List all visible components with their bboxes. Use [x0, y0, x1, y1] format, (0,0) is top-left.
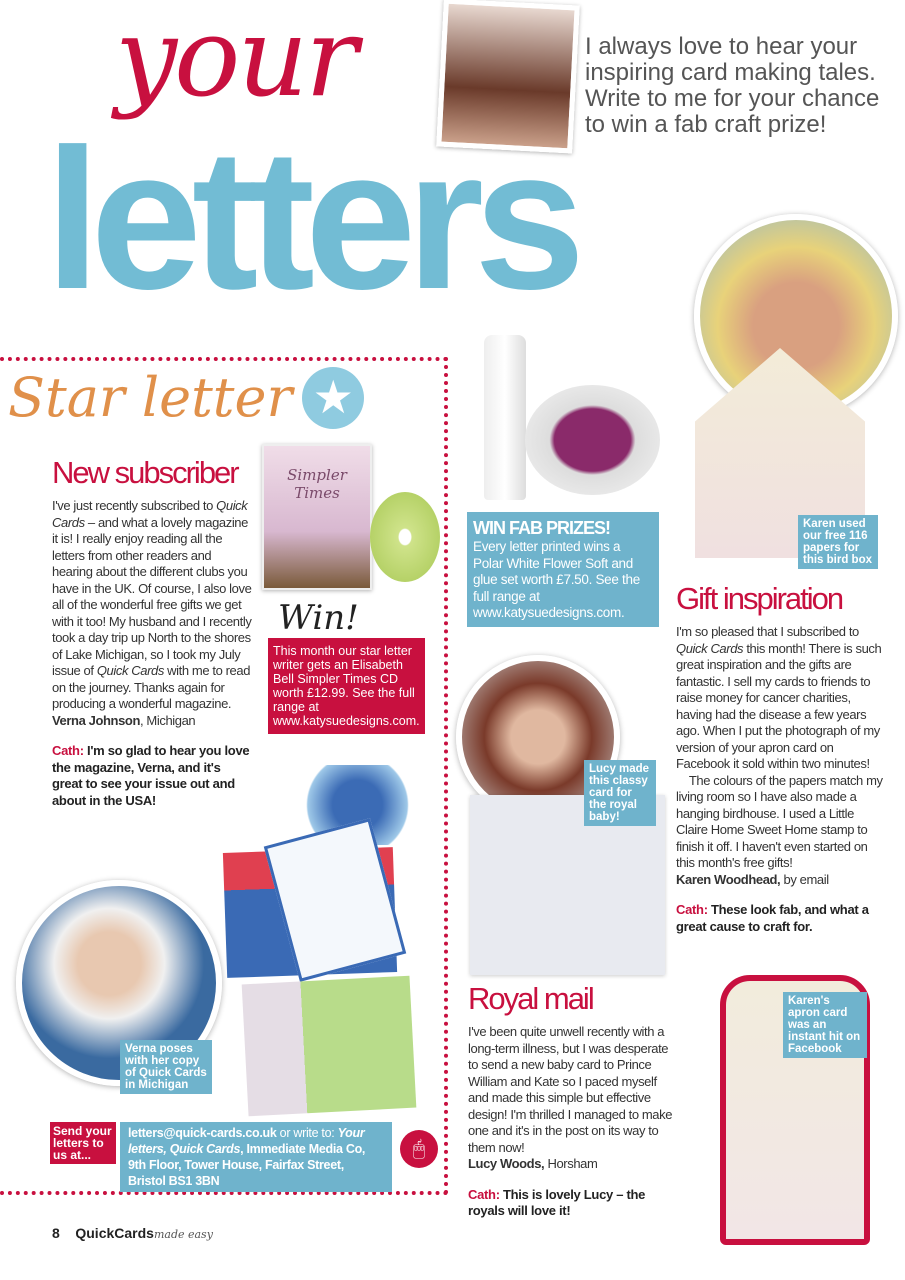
new-subscriber-heading: New subscriber	[52, 455, 238, 490]
star-letter-column	[52, 456, 252, 809]
glue-bottle	[484, 335, 526, 500]
royal-mail-heading: Royal mail	[468, 981, 593, 1016]
cd-disc	[370, 492, 440, 582]
mouse-icon: 🖱	[400, 1130, 438, 1168]
win-word: Win!	[278, 598, 359, 638]
star-letter-header	[8, 366, 364, 430]
gift-inspiration-column	[676, 582, 888, 935]
gift-inspiration-body: I'm so pleased that I subscribed to Quick Cards this month! There is such great inspiration and the gifts are fantastic. I sell my cards to friends to raise money for cancer charities, having had the disease a few years ago. When I put the photograph of my version of your apron card on Facebook it sold within two minutes! The colours of the papers match my living room so I have also made a hanging birdhouse. I used a Little Claire Home Sweet Home stamp to finish it off. I haven't even started on this month's free gifts! Karen Woodhead, by email	[676, 624, 883, 887]
apron-caption: Karen's apron card was an instant hit on Facebook	[783, 992, 867, 1058]
star-letter-reply: Cath: I'm so glad to hear you love the magazine, Verna, and it's great to see your issue out and about in the USA!	[52, 743, 250, 808]
your-title: your	[115, 0, 355, 121]
address-box: letters@quick-cards.co.uk or write to: Your letters, Quick Cards, Immediate Media Co, 9th Floor, Tower House, Fairfax Street, Bristol BS1 3BN	[120, 1122, 392, 1192]
lucy-caption: Lucy made this classy card for the royal baby!	[584, 760, 656, 826]
royal-mail-column	[468, 982, 673, 1220]
royal-mail-body: I've been quite unwell recently with a long-term illness, but I was desperate to send a new baby card to Prince William and Kate so I paced myself and made this simple but effective design! I'm thrilled I managed to make one and it's in the post on its way to them now! Lucy Woods, Horsham	[468, 1024, 673, 1171]
merci-card	[242, 976, 417, 1117]
royal-mail-reply: Cath: This is lovely Lucy – the royals will love it!	[468, 1186, 646, 1218]
letters-title: letters	[45, 108, 576, 331]
birdhouse-caption: Karen used our free 116 papers for this bird box	[798, 515, 878, 569]
flower-soft-pot	[525, 385, 660, 495]
verna-caption: Verna poses with her copy of Quick Cards in Michigan	[120, 1040, 212, 1094]
star-icon: ★	[302, 367, 364, 429]
dvd-cover: Simpler Times	[262, 444, 372, 590]
win-box: This month our star letter writer gets an Elisabeth Bell Simpler Times CD worth £12.99. See the full range at www.katysuedesigns.com.	[268, 638, 425, 734]
win-prizes-box: WIN FAB PRIZES! Every letter printed wins a Polar White Flower Soft and glue set worth £7.50. See the full range at www.katysuedesigns.com.	[467, 512, 659, 627]
email-link[interactable]: letters@quick-cards.co.uk	[128, 1126, 277, 1140]
gift-inspiration-reply: Cath: These look fab, and what a great cause to craft for.	[676, 902, 869, 934]
send-label: Send your letters to us at...	[50, 1122, 116, 1164]
intro-text: I always love to hear your inspiring card making tales. Write to me for your chance to win a fab craft prize!	[585, 33, 880, 138]
footer: 8 QuickCardsmade easy	[52, 1225, 213, 1241]
star-letter-body: I've just recently subscribed to Quick Cards – and what a lovely magazine it is! I really enjoy reading all the letters from other readers and hearing about the different clubs you have in the UK. Of course, I also love all of the wonderful free gifts we get with it too! My husband and I recently took a day trip up North to the shores of Lake Michigan, so I took my July issue of Quick Cards with me to read on the journey. Thanks again for producing a wonderful magazine. Verna Johnson, Michigan	[52, 498, 252, 728]
star-letter-title: Star letter	[8, 366, 293, 429]
gift-inspiration-heading: Gift inspiration	[676, 581, 843, 616]
